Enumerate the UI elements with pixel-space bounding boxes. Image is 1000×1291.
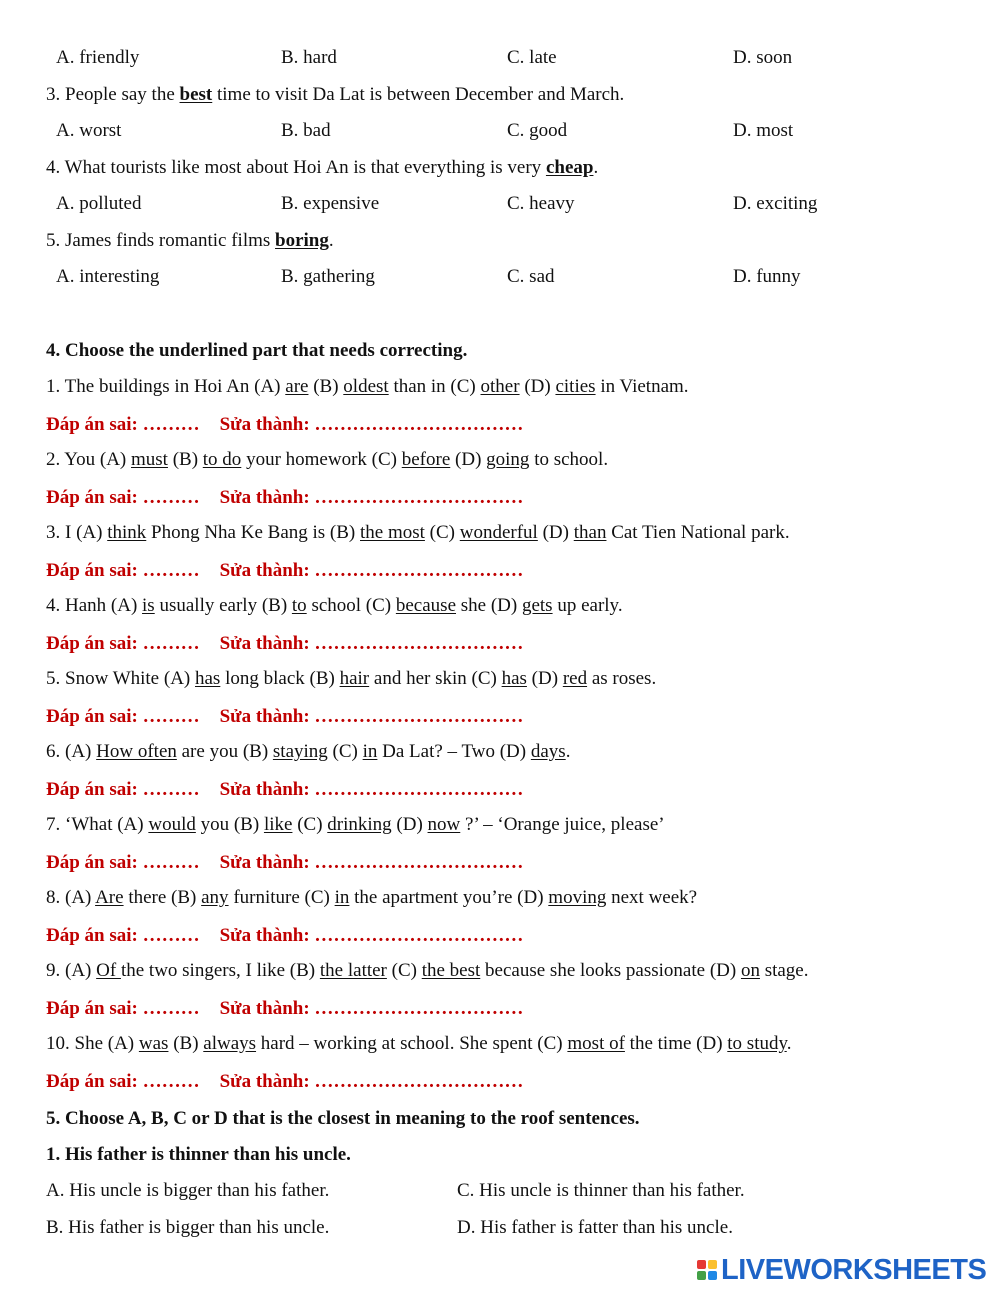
underlined-part: on bbox=[740, 960, 760, 981]
underlined-part: oldest bbox=[343, 376, 389, 397]
underlined-part: always bbox=[203, 1033, 257, 1054]
ex4-answer-line-5 bbox=[46, 705, 523, 729]
underlined-part: hair bbox=[339, 668, 370, 689]
key-word: best bbox=[179, 84, 213, 105]
ex3-q2-option-d: D. soon bbox=[733, 47, 793, 68]
wrong-answer-field[interactable]: Đáp án sai: ……… bbox=[46, 779, 200, 800]
ex4-answer-line-1 bbox=[46, 413, 523, 437]
liveworksheets-logo bbox=[697, 1254, 986, 1286]
wrong-answer-field[interactable]: Đáp án sai: ……… bbox=[46, 852, 200, 873]
ex4-question-3: 3. I (A) think Phong Nha Ke Bang is (B) the most (C) wonderful (D) than Cat Tien National park. bbox=[46, 522, 790, 543]
underlined-part: any bbox=[201, 887, 229, 908]
correction-field[interactable]: Sửa thành: …………………………… bbox=[219, 414, 524, 435]
underlined-part: is bbox=[142, 595, 155, 616]
ex3-question-5: 5. James finds romantic films boring. bbox=[46, 230, 334, 251]
ex3-question-3: 3. People say the best time to visit Da Lat is between December and March. bbox=[46, 84, 625, 105]
ex3-q3-option-d: D. most bbox=[733, 120, 794, 141]
underlined-part: like bbox=[263, 814, 293, 835]
logo-square-green bbox=[697, 1271, 706, 1280]
ex3-q5-option-c: C. sad bbox=[507, 266, 555, 287]
logo-square-red bbox=[697, 1260, 706, 1269]
ex4-answer-line-4 bbox=[46, 632, 523, 656]
ex3-question-4: 4. What tourists like most about Hoi An is that everything is very cheap. bbox=[46, 157, 599, 178]
ex4-question-2: 2. You (A) must (B) to do your homework (C) before (D) going to school. bbox=[46, 449, 609, 470]
ex3-q4-option-c: C. heavy bbox=[507, 193, 575, 214]
underlined-part: was bbox=[138, 1033, 169, 1054]
correction-field[interactable]: Sửa thành: …………………………… bbox=[219, 706, 524, 727]
ex3-q5-option-a: A. interesting bbox=[56, 266, 160, 287]
underlined-part: drinking bbox=[327, 814, 392, 835]
correction-field[interactable]: Sửa thành: …………………………… bbox=[219, 633, 524, 654]
correction-field[interactable]: Sửa thành: …………………………… bbox=[219, 487, 524, 508]
underlined-part: red bbox=[562, 668, 588, 689]
underlined-part: gets bbox=[521, 595, 553, 616]
underlined-part: the most bbox=[360, 522, 425, 543]
ex4-question-7: 7. ‘What (A) would you (B) like (C) drinking (D) now ?’ – ‘Orange juice, please’ bbox=[46, 814, 665, 835]
ex4-question-1: 1. The buildings in Hoi An (A) are (B) oldest than in (C) other (D) cities in Vietnam. bbox=[46, 376, 689, 397]
ex3-q4-option-b: B. expensive bbox=[281, 193, 380, 214]
wrong-answer-field[interactable]: Đáp án sai: ……… bbox=[46, 560, 200, 581]
wrong-answer-field[interactable]: Đáp án sai: ……… bbox=[46, 487, 200, 508]
underlined-part: wonderful bbox=[459, 522, 538, 543]
ex5-q1-option-d: D. His father is fatter than his uncle. bbox=[457, 1217, 733, 1238]
ex3-q2-option-c: C. late bbox=[507, 47, 557, 68]
key-word: cheap bbox=[545, 157, 594, 178]
correction-field[interactable]: Sửa thành: …………………………… bbox=[219, 560, 524, 581]
wrong-answer-field[interactable]: Đáp án sai: ……… bbox=[46, 633, 200, 654]
underlined-part: other bbox=[480, 376, 520, 397]
underlined-part: the latter bbox=[319, 960, 387, 981]
ex4-answer-line-7 bbox=[46, 851, 523, 875]
underlined-part: cities bbox=[555, 376, 596, 397]
wrong-answer-field[interactable]: Đáp án sai: ……… bbox=[46, 925, 200, 946]
underlined-part: because bbox=[395, 595, 457, 616]
ex4-question-8: 8. (A) Are there (B) any furniture (C) in the apartment you’re (D) moving next week? bbox=[46, 887, 698, 908]
ex3-q5-option-d: D. funny bbox=[733, 266, 801, 287]
wrong-answer-field[interactable]: Đáp án sai: ……… bbox=[46, 706, 200, 727]
ex5-q1-option-b: B. His father is bigger than his uncle. bbox=[46, 1217, 330, 1238]
underlined-part: Are bbox=[95, 887, 124, 908]
underlined-part: now bbox=[427, 814, 461, 835]
underlined-part: before bbox=[401, 449, 451, 470]
correction-field[interactable]: Sửa thành: …………………………… bbox=[219, 852, 524, 873]
ex5-question-1: 1. His father is thinner than his uncle. bbox=[46, 1144, 351, 1165]
ex4-question-4: 4. Hanh (A) is usually early (B) to school (C) because she (D) gets up early. bbox=[46, 595, 623, 616]
ex4-answer-line-9 bbox=[46, 997, 523, 1021]
liveworksheets-logo-icon bbox=[697, 1260, 717, 1280]
wrong-answer-field[interactable]: Đáp án sai: ……… bbox=[46, 414, 200, 435]
ex4-question-6: 6. (A) How often are you (B) staying (C) in Da Lat? – Two (D) days. bbox=[46, 741, 571, 762]
underlined-part: in bbox=[334, 887, 350, 908]
underlined-part: to study bbox=[727, 1033, 787, 1054]
underlined-part: days bbox=[530, 741, 566, 762]
correction-field[interactable]: Sửa thành: …………………………… bbox=[219, 779, 524, 800]
ex4-answer-line-3 bbox=[46, 559, 523, 583]
ex4-question-10: 10. She (A) was (B) always hard – working at school. She spent (C) most of the time (D) to study. bbox=[46, 1033, 792, 1054]
ex4-question-9: 9. (A) Of the two singers, I like (B) the latter (C) the best because she looks passionate (D) on stage. bbox=[46, 960, 809, 981]
underlined-part: are bbox=[285, 376, 309, 397]
ex3-q5-option-b: B. gathering bbox=[281, 266, 375, 287]
ex4-answer-line-6 bbox=[46, 778, 523, 802]
correction-field[interactable]: Sửa thành: …………………………… bbox=[219, 1071, 524, 1092]
ex4-answer-line-2 bbox=[46, 486, 523, 510]
underlined-part: to bbox=[291, 595, 307, 616]
key-word: boring bbox=[275, 230, 329, 251]
underlined-part: in bbox=[362, 741, 378, 762]
ex3-q4-option-a: A. polluted bbox=[56, 193, 142, 214]
ex3-q2-option-a: A. friendly bbox=[56, 47, 140, 68]
correction-field[interactable]: Sửa thành: …………………………… bbox=[219, 998, 524, 1019]
ex4-answer-line-10 bbox=[46, 1070, 523, 1094]
ex3-q3-option-a: A. worst bbox=[56, 120, 122, 141]
underlined-part: How often bbox=[96, 741, 177, 762]
logo-square-blue bbox=[708, 1271, 717, 1280]
ex4-question-5: 5. Snow White (A) has long black (B) hair and her skin (C) has (D) red as roses. bbox=[46, 668, 657, 689]
underlined-part: the best bbox=[421, 960, 481, 981]
underlined-part: must bbox=[131, 449, 168, 470]
logo-square-yellow bbox=[708, 1260, 717, 1269]
ex5-heading: 5. Choose A, B, C or D that is the closest in meaning to the roof sentences. bbox=[46, 1108, 640, 1129]
liveworksheets-logo-text: LIVEWORKSHEETS bbox=[721, 1253, 987, 1286]
ex5-q1-option-a: A. His uncle is bigger than his father. bbox=[46, 1180, 330, 1201]
underlined-part: moving bbox=[548, 887, 607, 908]
underlined-part: going bbox=[486, 449, 530, 470]
ex3-q3-option-c: C. good bbox=[507, 120, 568, 141]
underlined-part: most of bbox=[567, 1033, 625, 1054]
correction-field[interactable]: Sửa thành: …………………………… bbox=[219, 925, 524, 946]
underlined-part: Of bbox=[96, 960, 121, 981]
wrong-answer-field[interactable]: Đáp án sai: ……… bbox=[46, 998, 200, 1019]
ex5-q1-option-c: C. His uncle is thinner than his father. bbox=[457, 1180, 745, 1201]
ex3-q4-option-d: D. exciting bbox=[733, 193, 818, 214]
underlined-part: has bbox=[501, 668, 527, 689]
ex4-heading: 4. Choose the underlined part that needs correcting. bbox=[46, 340, 468, 361]
ex3-q3-option-b: B. bad bbox=[281, 120, 331, 141]
underlined-part: think bbox=[107, 522, 147, 543]
underlined-part: staying bbox=[272, 741, 328, 762]
wrong-answer-field[interactable]: Đáp án sai: ……… bbox=[46, 1071, 200, 1092]
underlined-part: to do bbox=[202, 449, 242, 470]
ex3-q2-option-b: B. hard bbox=[281, 47, 337, 68]
underlined-part: has bbox=[195, 668, 221, 689]
underlined-part: would bbox=[148, 814, 196, 835]
underlined-part: than bbox=[573, 522, 607, 543]
ex4-answer-line-8 bbox=[46, 924, 523, 948]
